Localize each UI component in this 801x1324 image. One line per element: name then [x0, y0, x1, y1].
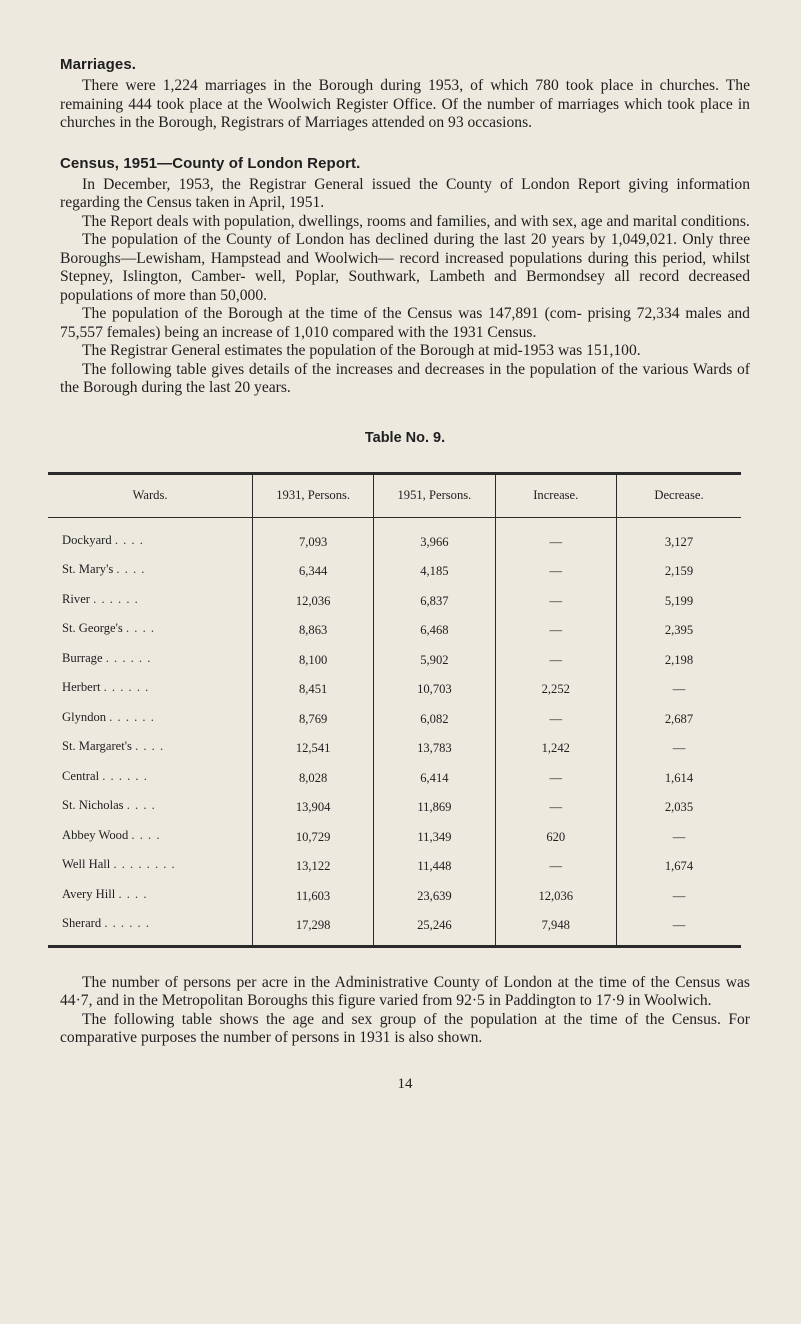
decrease-cell: 3,127: [616, 517, 741, 557]
ward-cell: [48, 793, 253, 823]
decrease-cell: 5,199: [616, 587, 741, 617]
leader-dots: . . . .: [131, 827, 161, 842]
decrease-cell: 1,614: [616, 764, 741, 794]
ward-name: Herbert: [62, 680, 101, 695]
persons-1951-cell: 25,246: [374, 911, 495, 946]
persons-1931-cell: 8,100: [253, 646, 374, 676]
persons-1951-cell: 11,349: [374, 823, 495, 853]
persons-1931-cell: 10,729: [253, 823, 374, 853]
ward-cell: [48, 587, 253, 617]
increase-cell: 7,948: [495, 911, 616, 946]
census-paragraph-3: The population of the County of London has declined during the last 20 years by 1,049,021. Only three Boroughs—Lewisham, Hampstead and Woolwich— record increased populations during this period, whilst Stepney, Islington, Camber- well, Poplar, Southwark, Lambeth and Bermondsey all record decreased populations of more than 50,000.: [60, 231, 750, 304]
header-wards: Wards.: [132, 488, 168, 502]
header-increase: Increase.: [495, 473, 616, 517]
leader-dots: . . . . . .: [105, 650, 152, 665]
increase-cell: 620: [495, 823, 616, 853]
ward-name: St. Nicholas: [62, 798, 124, 813]
marriages-heading: Marriages.: [60, 56, 137, 73]
ward-cell: [48, 646, 253, 676]
decrease-cell: 1,674: [616, 852, 741, 882]
leader-dots: . . . .: [118, 886, 148, 901]
table-row: [48, 517, 741, 557]
increase-cell: 1,242: [495, 734, 616, 764]
persons-1931-cell: 7,093: [253, 517, 374, 557]
age-sex-paragraph: The following table shows the age and sex group of the population at the time of the Census. For comparative purposes the number of persons in 1931 is also shown.: [60, 1010, 750, 1046]
leader-dots: . . . .: [135, 739, 165, 754]
ward-cell: [48, 734, 253, 764]
leader-dots: . . . .: [114, 532, 144, 547]
table-row: [48, 557, 741, 587]
persons-1931-cell: 13,122: [253, 852, 374, 882]
persons-1931-cell: 6,344: [253, 557, 374, 587]
leader-dots: . . . . . . . .: [113, 857, 176, 872]
density-paragraph: The number of persons per acre in the Administrative County of London at the time of the Census was 44·7, and in the Metropolitan Boroughs this figure varied from 92·5 in Paddington to 17·9 in Woolwich.: [60, 973, 750, 1009]
increase-cell: —: [495, 793, 616, 823]
persons-1951-cell: 6,468: [374, 616, 495, 646]
header-decrease: Decrease.: [616, 473, 741, 517]
persons-1931-cell: 8,451: [253, 675, 374, 705]
leader-dots: . . . . . .: [103, 680, 150, 695]
decrease-cell: 2,159: [616, 557, 741, 587]
persons-1931-cell: 12,036: [253, 587, 374, 617]
ward-cell: [48, 852, 253, 882]
table-row: [48, 793, 741, 823]
census-paragraph-6: The following table gives details of the increases and decreases in the population of the various Wards of the Borough during the last 20 years.: [60, 360, 750, 396]
persons-1951-cell: 5,902: [374, 646, 495, 676]
leader-dots: . . . . . .: [104, 916, 150, 931]
decrease-cell: —: [616, 823, 741, 853]
persons-1951-cell: 23,639: [374, 882, 495, 912]
document-page: [60, 56, 750, 1093]
header-1951-persons: 1951, Persons.: [374, 473, 495, 517]
table-title: Table No. 9.: [364, 429, 446, 446]
decrease-cell: 2,687: [616, 705, 741, 735]
table-header-row: [48, 473, 741, 517]
persons-1951-cell: 11,448: [374, 852, 495, 882]
ward-name: River: [62, 591, 90, 606]
ward-cell: [48, 882, 253, 912]
ward-name: Abbey Wood: [62, 827, 129, 842]
persons-1931-cell: 8,028: [253, 764, 374, 794]
increase-cell: —: [495, 517, 616, 557]
ward-name: Central: [62, 768, 100, 783]
leader-dots: . . . .: [125, 621, 156, 636]
ward-name: Burrage: [62, 650, 103, 665]
increase-cell: —: [495, 705, 616, 735]
decrease-cell: 2,035: [616, 793, 741, 823]
increase-cell: —: [495, 557, 616, 587]
page-number: 14: [397, 1075, 413, 1092]
increase-cell: —: [495, 764, 616, 794]
leader-dots: . . . . . .: [102, 768, 148, 783]
decrease-cell: 2,395: [616, 616, 741, 646]
ward-cell: [48, 823, 253, 853]
table-row: [48, 911, 741, 946]
ward-name: Dockyard: [62, 532, 112, 547]
persons-1931-cell: 13,904: [253, 793, 374, 823]
ward-cell: [48, 517, 253, 557]
leader-dots: . . . . . .: [93, 591, 139, 606]
decrease-cell: —: [616, 734, 741, 764]
ward-cell: [48, 557, 253, 587]
decrease-cell: 2,198: [616, 646, 741, 676]
census-paragraph-1: In December, 1953, the Registrar General issued the County of London Report giving information regarding the Census taken in April, 1951.: [60, 175, 750, 211]
leader-dots: . . . .: [126, 798, 156, 813]
census-heading: Census, 1951—County of London Report.: [60, 154, 361, 172]
persons-1931-cell: 12,541: [253, 734, 374, 764]
persons-1951-cell: 13,783: [374, 734, 495, 764]
increase-cell: 2,252: [495, 675, 616, 705]
table-row: [48, 734, 741, 764]
table-row: [48, 823, 741, 853]
ward-cell: [48, 764, 253, 794]
ward-name: St. George's: [62, 621, 123, 636]
ward-cell: [48, 616, 253, 646]
ward-name: Avery Hill: [62, 886, 116, 901]
persons-1951-cell: 11,869: [374, 793, 495, 823]
persons-1951-cell: 6,837: [374, 587, 495, 617]
wards-population-table: [48, 472, 741, 948]
persons-1951-cell: 3,966: [374, 517, 495, 557]
ward-name: Glyndon: [62, 709, 107, 724]
persons-1951-cell: 10,703: [374, 675, 495, 705]
increase-cell: —: [495, 616, 616, 646]
ward-name: St. Mary's: [62, 562, 114, 577]
ward-name: Sherard: [62, 916, 102, 931]
persons-1951-cell: 6,082: [374, 705, 495, 735]
census-paragraph-4: The population of the Borough at the time of the Census was 147,891 (com- prising 72,334 males and 75,557 females) being an increase of 1,010 compared with the 1931 Census.: [60, 305, 750, 341]
table-row: [48, 882, 741, 912]
ward-cell: [48, 911, 253, 946]
persons-1931-cell: 8,769: [253, 705, 374, 735]
header-1931-persons: 1931, Persons.: [253, 473, 374, 517]
persons-1951-cell: 6,414: [374, 764, 495, 794]
marriages-paragraph: There were 1,224 marriages in the Borough during 1953, of which 780 took place in churches. The remaining 444 took place at the Woolwich Register Office. Of the number of marriages which took place in churches in the Borough, Registrars of Marriages attended on 93 occasions.: [60, 77, 750, 131]
decrease-cell: —: [616, 675, 741, 705]
census-paragraph-5: The Registrar General estimates the population of the Borough at mid-1953 was 151,100.: [82, 342, 641, 359]
table-row: [48, 675, 741, 705]
leader-dots: . . . . . .: [109, 709, 155, 724]
table-row: [48, 852, 741, 882]
persons-1931-cell: 11,603: [253, 882, 374, 912]
decrease-cell: —: [616, 882, 741, 912]
decrease-cell: —: [616, 911, 741, 946]
table-row: [48, 705, 741, 735]
census-paragraph-2: The Report deals with population, dwellings, rooms and families, and with sex, age and marital conditions.: [82, 212, 750, 230]
ward-name: St. Margaret's: [62, 739, 132, 754]
persons-1931-cell: 17,298: [253, 911, 374, 946]
ward-cell: [48, 675, 253, 705]
leader-dots: . . . .: [116, 562, 146, 577]
table-row: [48, 764, 741, 794]
table-row: [48, 616, 741, 646]
table-row: [48, 646, 741, 676]
table-row: [48, 587, 741, 617]
persons-1931-cell: 8,863: [253, 616, 374, 646]
persons-1951-cell: 4,185: [374, 557, 495, 587]
increase-cell: 12,036: [495, 882, 616, 912]
ward-cell: [48, 705, 253, 735]
ward-name: Well Hall: [62, 857, 111, 872]
increase-cell: —: [495, 852, 616, 882]
increase-cell: —: [495, 587, 616, 617]
increase-cell: —: [495, 646, 616, 676]
